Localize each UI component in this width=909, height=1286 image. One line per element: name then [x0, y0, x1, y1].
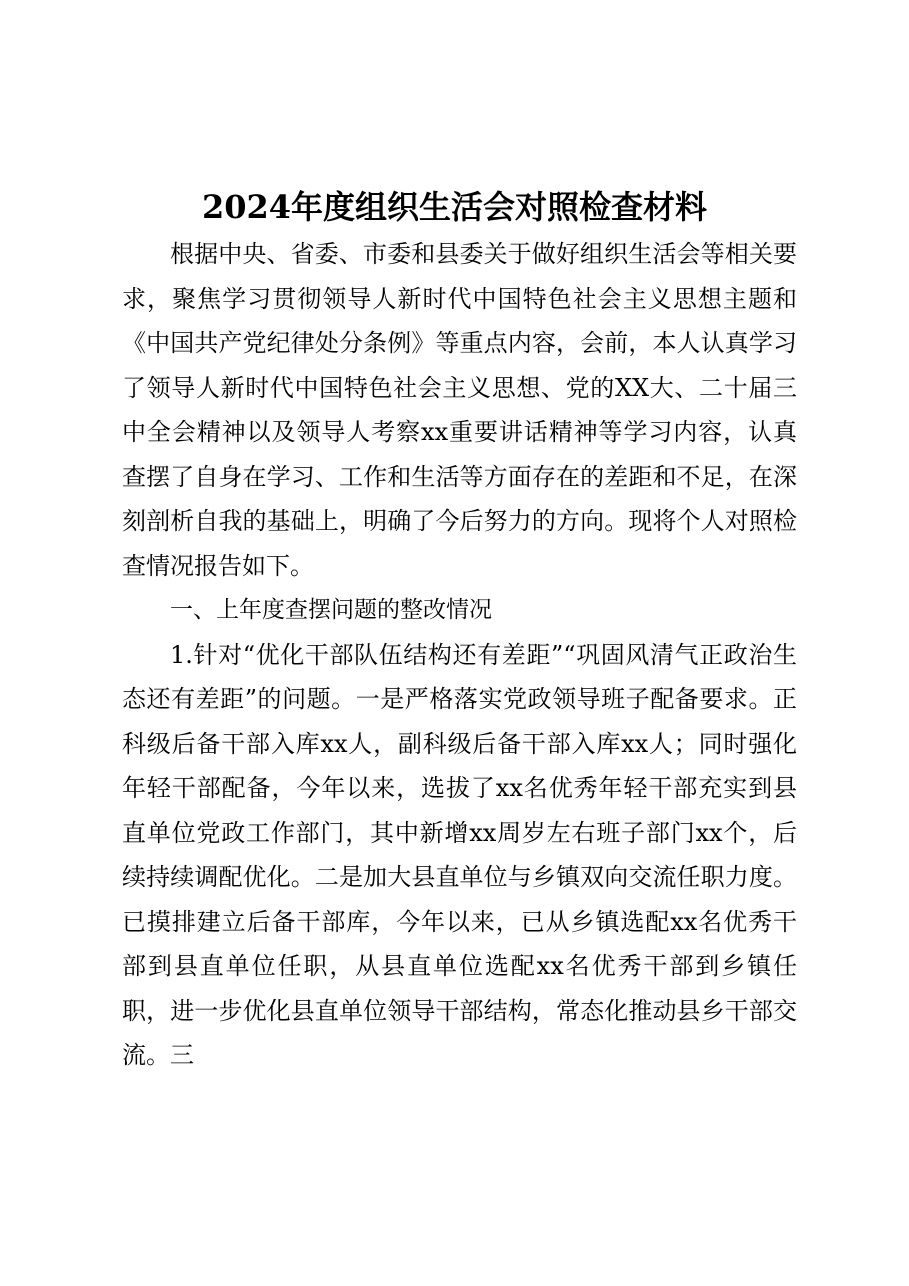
intro-paragraph: 根据中央、省委、市委和县委关于做好组织生活会等相关要求，聚焦学习贯彻领导人新时代中国特色社会主义思想主题和《中国共产党纪律处分条例》等重点内容，会前，本人认真学习了领导人新时代中国特色社会主义思想、党的XX大、二十届三中全会精神以及领导人考察xx重要讲话精神等学习内容，认真查摆了自身在学习、工作和生活等方面存在的差距和不足，在深刻剖析自我的基础上，明确了今后努力的方向。现将个人对照检查情况报告如下。 — [122, 240, 797, 580]
document-title: 2024年度组织生活会对照检查材料 — [201, 188, 708, 226]
section-heading: 一、上年度查摆问题的整改情况 — [170, 597, 492, 623]
section-paragraph: 1.针对“优化干部队伍结构还有差距”“巩固风清气正政治生态还有差距”的问题。一是严格落实党政领导班子配备要求。正科级后备干部入库xx人，副科级后备干部入库xx人；同时强化年轻干部配备，今年以来，选拔了xx名优秀年轻干部充实到县直单位党政工作部门，其中新增xx周岁左右班子部门xx个，后续持续调配优化。二是加大县直单位与乡镇双向交流任职力度。已摸排建立后备干部库，今年以来，已从乡镇选配xx名优秀干部到县直单位任职，从县直单位选配xx名优秀干部到乡镇任职，进一步优化县直单位领导干部结构，常态化推动县乡干部交流。三 — [122, 640, 797, 1069]
document-body — [122, 232, 797, 1078]
